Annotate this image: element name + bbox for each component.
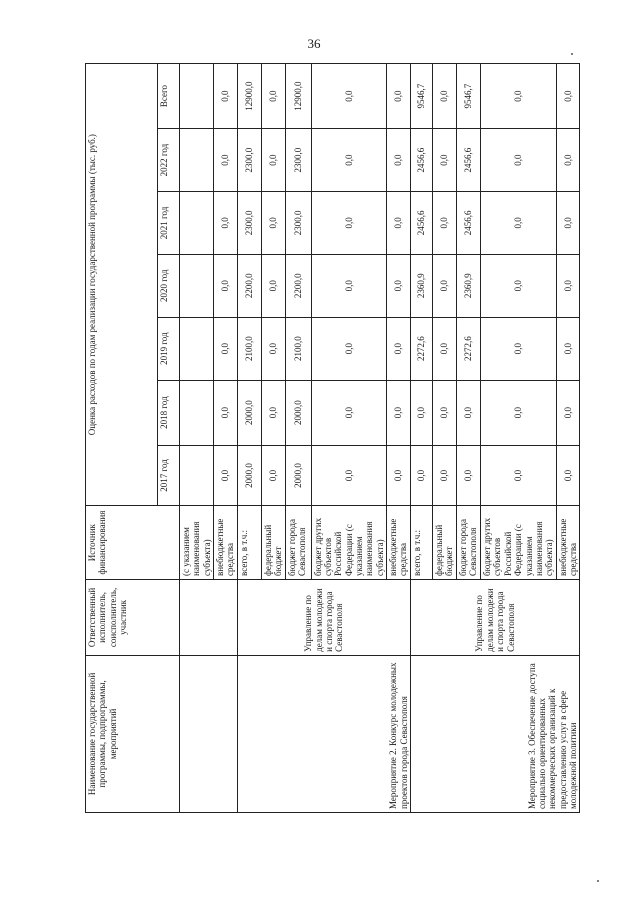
value-cell: 0,0 xyxy=(556,64,580,129)
value-cell: 0,0 xyxy=(556,380,580,445)
header-year: 2019 год xyxy=(158,317,180,380)
value-cell: 0,0 xyxy=(311,317,386,380)
value-cell xyxy=(180,64,214,129)
value-cell: 0,0 xyxy=(433,380,457,445)
value-cell: 2300,0 xyxy=(237,129,261,192)
value-cell: 0,0 xyxy=(556,191,580,254)
source-cell: бюджет других субъектов Российской Федерации (с указанием наименования субъекта) xyxy=(311,506,386,580)
value-cell: 0,0 xyxy=(481,191,556,254)
value-cell: 0,0 xyxy=(214,64,238,129)
scan-speck xyxy=(597,880,599,882)
executor-cell: Управление по делам молодежи и спорта города Севастополя xyxy=(237,579,410,655)
value-cell: 0,0 xyxy=(387,129,411,192)
value-cell: 0,0 xyxy=(311,191,386,254)
value-cell: 0,0 xyxy=(556,317,580,380)
value-cell: 0,0 xyxy=(261,191,285,254)
value-cell: 0,0 xyxy=(433,191,457,254)
value-cell: 0,0 xyxy=(433,64,457,129)
value-cell: 0,0 xyxy=(214,380,238,445)
value-cell: 0,0 xyxy=(556,445,580,506)
value-cell: 0,0 xyxy=(261,64,285,129)
value-cell: 0,0 xyxy=(311,254,386,317)
value-cell xyxy=(180,191,214,254)
value-cell: 0,0 xyxy=(311,380,386,445)
value-cell: 0,0 xyxy=(481,380,556,445)
value-cell: 2300,0 xyxy=(285,191,311,254)
value-cell: 0,0 xyxy=(481,317,556,380)
budget-table xyxy=(85,63,580,813)
value-cell: 9546,7 xyxy=(457,64,481,129)
header-year: 2021 год xyxy=(158,191,180,254)
value-cell: 2456,6 xyxy=(457,191,481,254)
source-cell: бюджет города Севастополя xyxy=(457,506,481,580)
value-cell: 0,0 xyxy=(411,380,433,445)
source-cell: (с указанием наименования субъекта) xyxy=(180,506,214,580)
value-cell: 0,0 xyxy=(433,317,457,380)
value-cell: 2100,0 xyxy=(237,317,261,380)
header-name: Наименование государственной программы, подпрограммы, мероприятий xyxy=(86,655,180,812)
value-cell: 9546,7 xyxy=(411,64,433,129)
source-cell: бюджет других субъектов Российской Федерации (с указанием наименования субъекта) xyxy=(481,506,556,580)
rotated-table-container xyxy=(85,63,578,813)
value-cell xyxy=(180,129,214,192)
source-cell: внебюджетные средства xyxy=(556,506,580,580)
page-number: 36 xyxy=(307,36,321,51)
value-cell xyxy=(180,445,214,506)
value-cell: 2200,0 xyxy=(237,254,261,317)
value-cell: 0,0 xyxy=(261,445,285,506)
value-cell: 0,0 xyxy=(481,129,556,192)
value-cell xyxy=(180,317,214,380)
value-cell: 2000,0 xyxy=(237,445,261,506)
activity-name-cell: Мероприятие 3. Обеспечение доступа социально ориентированных некоммерческих организаций к предоставлению услуг в сфере молодежной политики xyxy=(411,655,580,812)
value-cell: 2456,6 xyxy=(411,129,433,192)
value-cell: 0,0 xyxy=(556,254,580,317)
header-year: 2022 год xyxy=(158,129,180,192)
header-year: 2020 год xyxy=(158,254,180,317)
executor-cell: Управление по делам молодежи и спорта города Севастополя xyxy=(411,579,580,655)
source-cell: федеральный бюджет xyxy=(433,506,457,580)
value-cell: 0,0 xyxy=(261,380,285,445)
value-cell: 2360,9 xyxy=(411,254,433,317)
value-cell: 0,0 xyxy=(214,317,238,380)
value-cell: 0,0 xyxy=(311,129,386,192)
source-cell: бюджет города Севастополя xyxy=(285,506,311,580)
value-cell: 0,0 xyxy=(387,64,411,129)
value-cell: 0,0 xyxy=(481,64,556,129)
value-cell: 2000,0 xyxy=(285,380,311,445)
value-cell: 0,0 xyxy=(387,254,411,317)
header-year: 2017 год xyxy=(158,445,180,506)
value-cell: 0,0 xyxy=(261,317,285,380)
table-row xyxy=(411,64,433,813)
table-body xyxy=(86,64,580,813)
value-cell: 0,0 xyxy=(311,64,386,129)
table-row xyxy=(180,64,214,813)
value-cell: 0,0 xyxy=(457,380,481,445)
activity-name-cell: Мероприятие 2. Конкурс молодежных проектов города Севастополя xyxy=(237,655,410,812)
value-cell: 0,0 xyxy=(457,445,481,506)
header-row-main xyxy=(86,64,158,813)
source-cell: внебюджетные средства xyxy=(387,506,411,580)
header-source: Источник финансирования xyxy=(86,506,180,580)
header-estimate: Оценка расходов по годам реализации государственной программы (тыс. руб.) xyxy=(86,64,158,506)
header-total: Всего xyxy=(158,64,180,129)
executor-cell xyxy=(180,579,238,655)
value-cell: 2000,0 xyxy=(237,380,261,445)
value-cell: 2456,6 xyxy=(457,129,481,192)
value-cell: 0,0 xyxy=(214,445,238,506)
value-cell: 0,0 xyxy=(387,380,411,445)
value-cell: 0,0 xyxy=(433,445,457,506)
value-cell: 0,0 xyxy=(214,129,238,192)
value-cell: 2272,6 xyxy=(411,317,433,380)
value-cell: 0,0 xyxy=(261,129,285,192)
value-cell: 2000,0 xyxy=(285,445,311,506)
value-cell: 2360,9 xyxy=(457,254,481,317)
value-cell xyxy=(180,254,214,317)
value-cell: 0,0 xyxy=(411,445,433,506)
value-cell: 0,0 xyxy=(214,254,238,317)
source-cell: федеральный бюджет xyxy=(261,506,285,580)
value-cell: 0,0 xyxy=(481,254,556,317)
source-cell: всего, в т.ч.: xyxy=(237,506,261,580)
value-cell: 2456,6 xyxy=(411,191,433,254)
source-cell: внебюджетные средства xyxy=(214,506,238,580)
table-row xyxy=(237,64,261,813)
value-cell: 0,0 xyxy=(481,445,556,506)
header-year: 2018 год xyxy=(158,380,180,445)
value-cell: 0,0 xyxy=(387,191,411,254)
value-cell: 0,0 xyxy=(387,445,411,506)
value-cell: 2300,0 xyxy=(285,129,311,192)
value-cell: 0,0 xyxy=(311,445,386,506)
value-cell: 0,0 xyxy=(433,254,457,317)
scan-speck xyxy=(571,53,573,55)
value-cell: 2200,0 xyxy=(285,254,311,317)
activity-name-cell xyxy=(180,655,238,812)
value-cell: 2272,6 xyxy=(457,317,481,380)
value-cell: 0,0 xyxy=(556,129,580,192)
value-cell: 12900,0 xyxy=(285,64,311,129)
value-cell: 0,0 xyxy=(261,254,285,317)
value-cell: 2100,0 xyxy=(285,317,311,380)
value-cell: 0,0 xyxy=(387,317,411,380)
value-cell: 2300,0 xyxy=(237,191,261,254)
header-executor: Ответственный исполнитель, соисполнитель, участник xyxy=(86,579,180,655)
value-cell: 0,0 xyxy=(214,191,238,254)
value-cell: 12900,0 xyxy=(237,64,261,129)
value-cell xyxy=(180,380,214,445)
value-cell: 0,0 xyxy=(433,129,457,192)
source-cell: всего, в т.ч.: xyxy=(411,506,433,580)
